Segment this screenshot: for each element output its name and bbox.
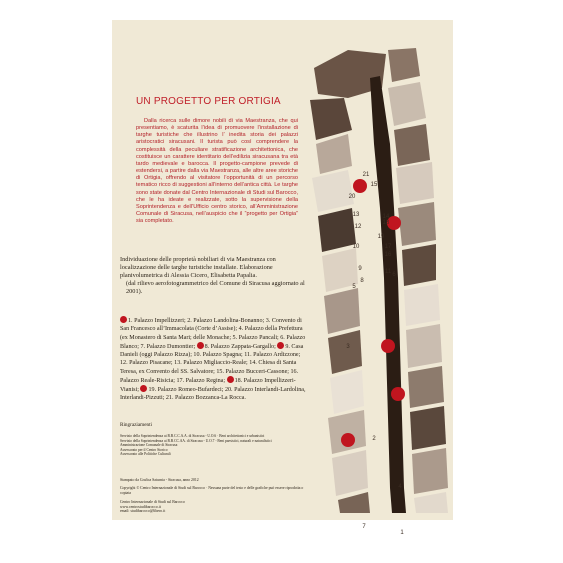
- building-number-label: 18: [382, 220, 390, 226]
- street-map: [308, 48, 450, 536]
- building-number-label: 11: [384, 269, 392, 275]
- building-number-label: 17: [384, 244, 392, 250]
- list-heading: [120, 256, 306, 296]
- buildings-part-5: 19. Palazzo Romeo-Bufardeci; 20. Palazzo Interlandi-Lardolina, Interlandi-Pizzuti; 21. Palazzo Bozzanca-La Rocca.: [120, 387, 306, 402]
- page-title: UN PROGETTO PER ORTIGIA: [136, 96, 281, 107]
- buildings-part-3: 9. Casa Danieli (oggi Palazzo Rizza); 10. Palazzo Spagna; 11. Palazzo Ardizzone; 12. Palazzo Pisacane; 13. Palazzo Migliaccio-Reale; 14. Chiesa di Santa Teresa, ex Convento del SS. Salvatore; 15. Palazzo Bucceri-Cassone; 16. Palazzo Reale-Risicia; 17. Palazzo Regina;: [120, 343, 304, 384]
- marker-dot-icon: [120, 316, 127, 323]
- building-number-label: 12: [354, 224, 362, 230]
- building-number-label: 3: [346, 344, 350, 350]
- centre-website: www.centrostudibarocco.it: [120, 504, 161, 509]
- credit-line: Servizio della Soprintendenza ai B.B.C.C.A.A. di Siracusa - U.O.6 · Beni architettonici e urbanistici: [120, 434, 265, 438]
- plaque-marker-icon: [341, 433, 355, 447]
- credit-line: Assessorato alle Politiche Culturali: [120, 452, 171, 456]
- credit-line: Assessorato per il Centro Storico: [120, 447, 168, 452]
- building-number-label: 8: [360, 278, 364, 284]
- building-number-label: 7: [362, 524, 366, 530]
- building-number-label: 15: [370, 182, 378, 188]
- building-number-label: 16: [384, 252, 392, 258]
- copyright-line: Copyright © Centro Internazionale di Studi sul Barocco · Nessuna parte del testo e delle grafiche può essere riprodotta o copiata: [120, 486, 304, 495]
- list-source: (dal rilievo aerofotogrammetrico del Comune di Siracusa aggiornato al 2001).: [126, 280, 305, 295]
- credit-line: Amministrazione Comunale di Siracusa: [120, 443, 178, 447]
- marker-dot-icon: [227, 376, 234, 383]
- buildings-part-2: 8. Palazzo Zappata-Gargallo;: [204, 343, 276, 350]
- buildings-part-1: 1. Palazzo Impellizzeri; 2. Palazzo Landolina-Bonanno; 3. Convento di San Francesco all’Immacolata (Corte d’Assise); 4. Palazzo della Prefettura (ex Monastero di Santa Mari; delle Monache; 5. Palazzo Pancali; 6. Palazzo Blanco; 7. Palazzo Dumontier;: [120, 318, 306, 350]
- centre-email: email: studibarocco@libero.it: [120, 509, 166, 513]
- buildings-list: [120, 316, 307, 403]
- marker-dot-icon: [277, 342, 284, 349]
- credits-heading: Ringraziamenti: [120, 422, 152, 428]
- intro-text: Dalla ricerca sulle dimore nobili di via Maestranza, che qui presentiamo, è scaturita l’idea di promuovere l’installazione di targhe turistiche che illustrino l’ inedita storia dei palazzi aristocratici siracusani. Il turista può così comprendere la complessità della peculiare stratificazione architettonica, che costituisce un carattere identitario dell’edilizia siracusana tra età tardo medievale e barocca. Il progetto-campione prevede di estendersi, a partire dalla via Maestranza, alle altre aree storiche di Ortigia, offrendo al visitatore l’opportunità di un percorso tematico ricco di suggestioni all’interno dell’antica città. Le targhe sono state donate dal Centro Internazionale di Studi sul Barocco, che le ha ideate e realizzate, sotto la supervisione della Soprintendenza e dell’Ufficio centro storico, all’Amministrazione Comunale di Siracusa, nell’auspicio che il “progetto per Ortigia” sia completato.: [136, 118, 298, 225]
- building-number-label: 1: [400, 530, 404, 536]
- poster: [112, 20, 453, 536]
- plaque-marker-icon: [353, 179, 367, 193]
- building-number-label: 20: [348, 194, 356, 200]
- building-number-label: 6: [392, 272, 396, 278]
- buildings-part-4: 18. Palazzo Impellizzeri-Vianisi;: [120, 377, 296, 393]
- plaque-marker-icon: [391, 387, 405, 401]
- building-number-label: 5: [352, 284, 356, 290]
- centre-contacts: [120, 500, 310, 514]
- building-number-label: 14: [382, 214, 390, 220]
- building-number-label: 10: [352, 244, 360, 250]
- credits-list: [120, 434, 310, 457]
- credit-line: Servizio della Soprintendenza ai B.B.CC.AA. di Siracusa - U.O.7 - Beni paesistici, naturali e naturalistici: [120, 438, 272, 443]
- marker-dot-icon: [140, 385, 147, 392]
- building-number-label: 9: [358, 266, 362, 272]
- printer-line: Stampato da Grafica Saturnia - Siracusa, anno 2012: [120, 478, 199, 482]
- plaque-marker-icon: [381, 339, 395, 353]
- building-number-label: 21: [362, 172, 370, 178]
- marker-dot-icon: [197, 342, 204, 349]
- building-number-label: 13: [352, 212, 360, 218]
- building-number-label: 2: [372, 436, 376, 442]
- list-heading-text: Individuazione delle proprietà nobiliari di via Maestranza con localizzazione delle targhe turistiche installate. Elaborazione planivolumetrica di Alessia Cicero, Elisabetta Papalia.: [120, 256, 276, 279]
- building-number-label: 4: [398, 484, 402, 490]
- centre-name: Centro Internazionale di Studi sul Barocco: [120, 500, 185, 504]
- building-number-label: 19: [377, 234, 385, 240]
